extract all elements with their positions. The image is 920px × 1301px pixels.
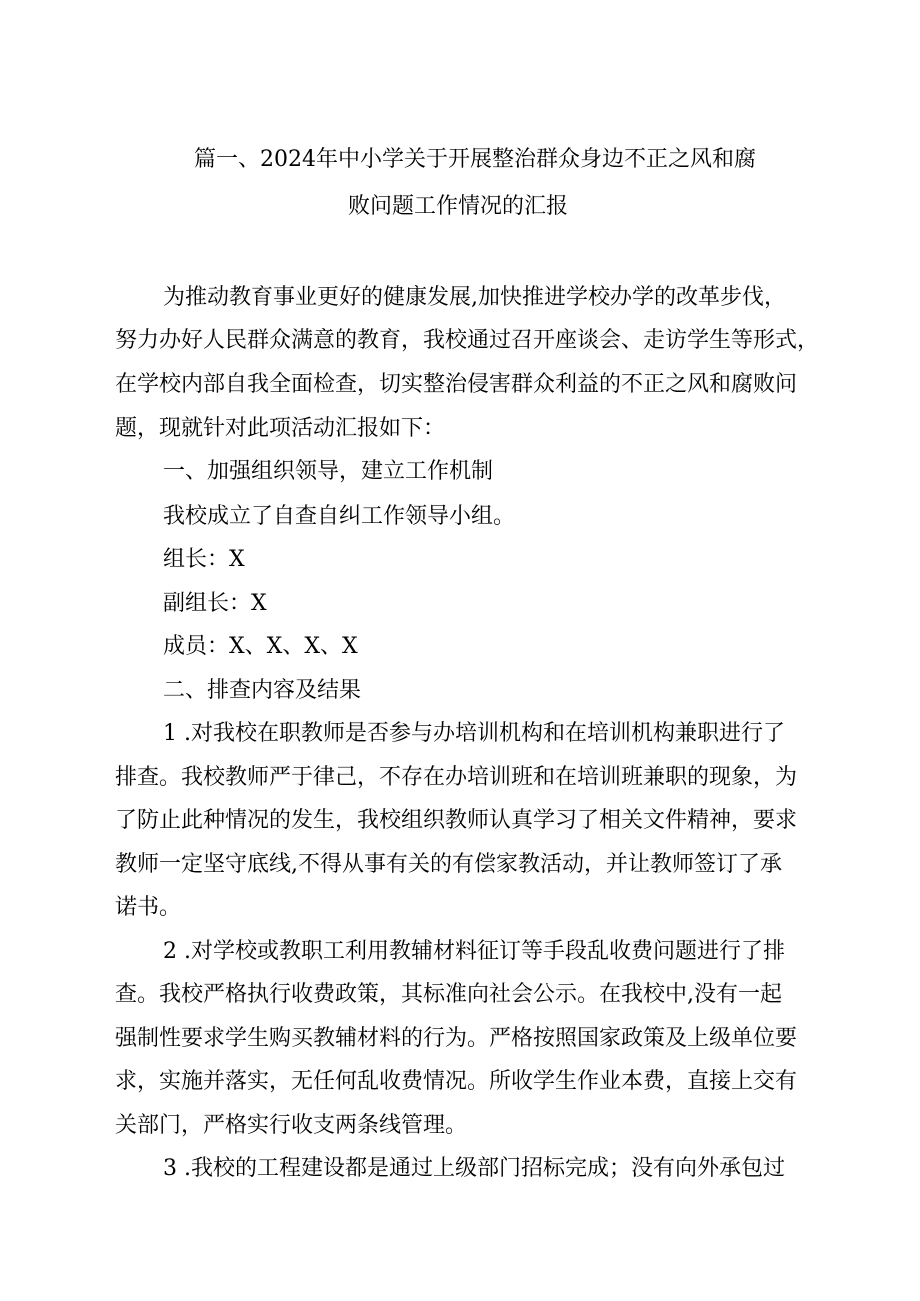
paragraph-line: 强制性要求学生购买教辅材料的行为。严格按照国家政策及上级单位要 [115,1026,798,1051]
paragraph-line: 了防止此种情况的发生，我校组织教师认真学习了相关文件精神，要求 [115,808,798,833]
paragraph-line: 求，实施并落实，无任何乱收费情况。所收学生作业本费，直接上交有 [115,1069,798,1094]
document-title-line-2: 败问题工作情况的汇报 [347,194,568,219]
paragraph-line: 3 .我校的工程建设都是通过上级部门招标完成；没有向外承包过 [163,1156,785,1181]
paragraph-line: 教师一定坚守底线,不得从事有关的有偿家教活动，并让教师签订了承 [115,852,782,877]
paragraph-line: 我校成立了自查自纠工作领导小组。 [163,504,516,529]
paragraph-line: 为推动教育事业更好的健康发展,加快推进学校办学的改革步伐， [163,285,786,310]
paragraph-line: 2 .对学校或教职工利用教辅材料征订等手段乱收费问题进行了排 [163,939,785,964]
section-heading: 二、排查内容及结果 [163,678,362,703]
paragraph-line: 诺书。 [115,895,182,920]
section-heading: 一、加强组织领导，建立工作机制 [163,459,494,484]
paragraph-line: 组长：X [163,547,245,572]
paragraph-line: 在学校内部自我全面检查，切实整治侵害群众利益的不正之风和腐败问 [115,372,798,397]
paragraph-line: 排查。我校教师严于律己，不存在办培训班和在培训班兼职的现象，为 [115,765,798,790]
paragraph-line: 努力办好人民群众满意的教育，我校通过召开座谈会、走访学生等形式， [115,328,820,353]
paragraph-line: 查。我校严格执行收费政策，其标准向社会公示。在我校中,没有一起 [115,982,782,1007]
paragraph-line: 副组长：X [163,591,267,616]
paragraph-line: 题，现就针对此项活动汇报如下： [115,416,446,441]
paragraph-line: 成员：X、X、X、X [163,634,358,659]
paragraph-line: 关部门，严格实行收支两条线管理。 [115,1113,468,1138]
paragraph-line: 1 .对我校在职教师是否参与办培训机构和在培训机构兼职进行了 [163,721,785,746]
document-title-line-1: 篇一、2024年中小学关于开展整治群众身边不正之风和腐 [194,147,756,172]
